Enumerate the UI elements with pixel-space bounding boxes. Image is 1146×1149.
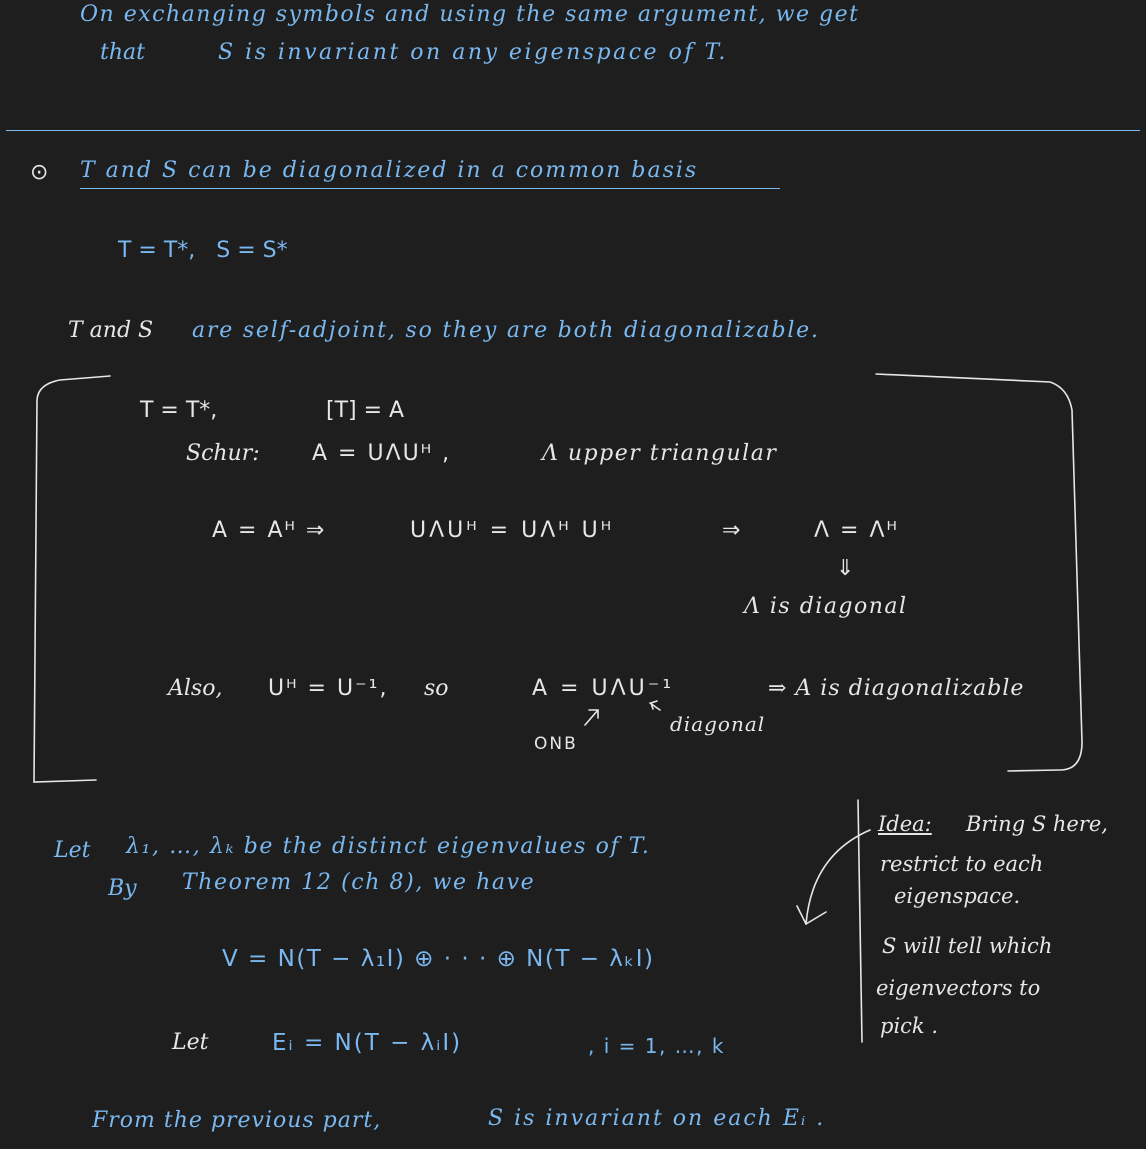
from-previous: From the previous part, [92,1108,382,1133]
box-onb-label: ONB [534,734,578,754]
box-so: so [424,676,449,701]
idea-line-2: restrict to each [880,852,1044,876]
section-heading: T and S can be diagonalized in a common basis [80,158,699,183]
box-conclusion: ⇒ A is diagonalizable [768,676,1025,701]
box-line1-b: [T] = A [326,398,405,423]
box-diagonalization: A = UΛU⁻¹ [532,676,675,701]
box-implies-down: ⇓ [836,556,855,581]
box-line1-a: T = T*, [140,398,218,423]
let-word-2: Let [172,1030,209,1055]
box-line3-a: A = Aᴴ ⇒ [212,518,327,543]
direct-sum-decomposition: V = N(T − λ₁I) ⊕ · · · ⊕ N(T − λₖI) [222,946,655,972]
note-line-6: pick . [880,1014,938,1038]
box-schur-label: Schur: [186,441,260,466]
eigenspace-definition: Eᵢ = N(T − λᵢI) [272,1030,463,1056]
hypothesis-equation: T = T*, S = S* [118,238,288,263]
box-upper-triangular: Λ upper triangular [542,441,778,466]
note-line-5: eigenvectors to [876,976,1041,1000]
box-unitary-eq: Uᴴ = U⁻¹, [268,676,389,701]
intro-line-1: On exchanging symbols and using the same argument, we get [80,2,860,27]
intro-that: that [100,40,145,65]
let-word-1: Let [54,838,91,863]
box-line3-b: UΛUᴴ = UΛᴴ Uᴴ [410,518,615,543]
box-diagonal-label: diagonal [670,712,766,736]
invariance-conclusion: S is invariant on each Eᵢ . [488,1106,826,1131]
box-line3-arrow: ⇒ [722,518,741,543]
index-range: , i = 1, …, k [588,1034,725,1058]
by-word: By [108,876,137,901]
box-also: Also, [168,676,223,701]
idea-line-1: Bring S here, [966,812,1108,836]
theorem-sentence: Theorem 12 (ch 8), we have [182,870,536,895]
box-schur-eq: A = UΛUᴴ , [312,441,452,466]
eigenvalues-sentence: λ₁, …, λₖ be the distinct eigenvalues of T. [126,834,651,859]
bullet-icon: ⊙ [30,160,49,185]
note-line-4: S will tell which [882,934,1053,958]
box-lambda-diagonal: Λ is diagonal [744,594,908,619]
idea-label: Idea: [878,812,932,836]
sentence-T-and-S: T and S [68,318,154,343]
box-line3-c: Λ = Λᴴ [814,518,899,543]
idea-line-3: eigenspace. [894,884,1021,908]
intro-line-2: S is invariant on any eigenspace of T. [218,40,728,65]
sentence-self-adjoint: are self-adjoint, so they are both diagonalizable. [192,318,820,343]
